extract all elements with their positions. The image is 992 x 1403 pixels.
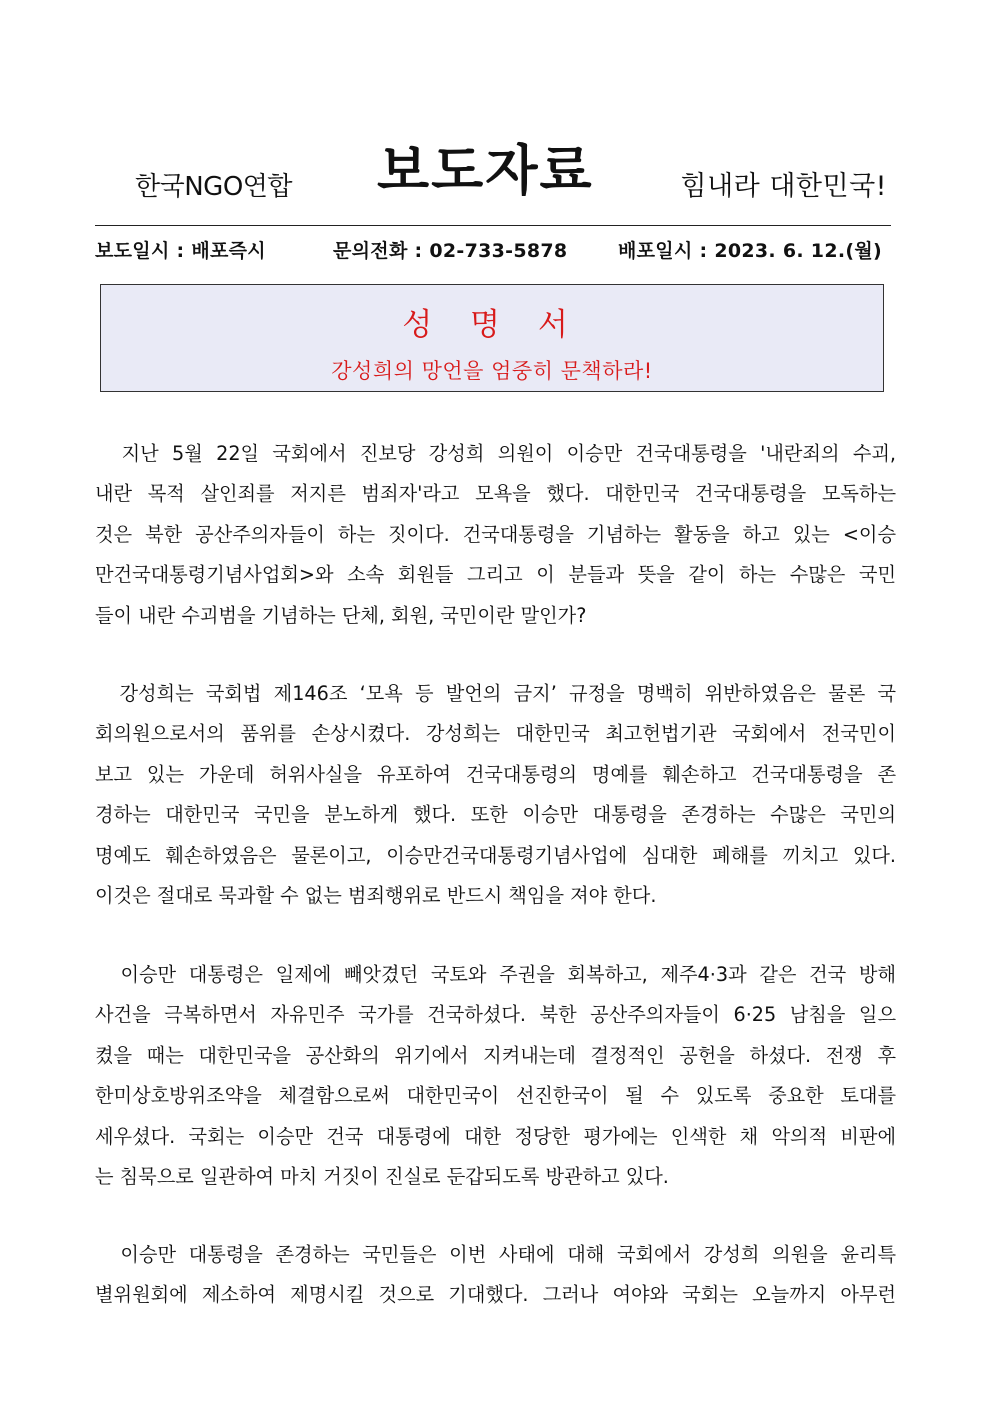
distribution-date: 배포일시 : 2023. 6. 12.(월)	[618, 240, 882, 262]
text-line: 사건을 극복하면서 자유민주 국가를 건국하셨다. 북한 공산주의자들이 6·25 남침을 일으	[95, 1003, 896, 1027]
text-line: 들이 내란 수괴범을 기념하는 단체, 회원, 국민이란 말인가?	[95, 603, 587, 627]
text-line: 보고 있는 가운데 허위사실을 유포하여 건국대통령의 명예를 훼손하고 건국대통령을 존	[95, 762, 896, 786]
page-title: 보도자료	[377, 139, 594, 202]
text-line: 별위원회에 제소하여 제명시킬 것으로 기대했다. 그러나 여야와 국회는 오늘까지 아무런	[95, 1283, 896, 1307]
text-line: 지난 5월 22일 국회에서 진보당 강성희 의원이 이승만 건국대통령을 '내란죄의 수괴,	[95, 442, 896, 465]
text-line: 이승만 대통령을 존경하는 국민들은 이번 사태에 대해 국회에서 강성희 의원을 윤리특	[95, 1243, 896, 1266]
text-line: 켰을 때는 대한민국을 공산화의 위기에서 지켜내는데 결정적인 공헌을 하셨다. 전쟁 후	[95, 1043, 896, 1067]
text-line: 것은 북한 공산주의자들이 하는 짓이다. 건국대통령을 기념하는 활동을 하고 있는 <이승	[95, 522, 896, 546]
statement-subtitle: 강성희의 망언을 엄중히 문책하라!	[331, 359, 653, 383]
header-divider	[95, 225, 891, 226]
header	[95, 128, 891, 202]
paragraph-2	[95, 674, 896, 916]
paragraph-1	[95, 434, 896, 636]
paragraph-4	[95, 1235, 896, 1316]
text-line: 이것은 절대로 묵과할 수 없는 범죄행위로 반드시 책임을 져야 한다.	[95, 884, 657, 908]
text-line: 명예도 훼손하였음은 물론이고, 이승만건국대통령기념사업에 심대한 폐해를 끼치고 있다.	[95, 843, 896, 867]
paragraph-3	[95, 955, 896, 1197]
text-line: 이승만 대통령은 일제에 빼앗겼던 국토와 주권을 회복하고, 제주4·3과 같은 건국 방해	[95, 963, 896, 986]
text-line: 강성희는 국회법 제146조 ‘모욕 등 발언의 금지’ 규정을 명백히 위반하였음은 물론 국	[95, 682, 896, 705]
statement-title: 성 명 서	[402, 307, 582, 343]
text-line: 만건국대통령기념사업회>와 소속 회원들 그리고 이 분들과 뜻을 같이 하는 수많은 국민	[95, 563, 896, 587]
text-line: 회의원으로서의 품위를 손상시켰다. 강성희는 대한민국 최고헌법기관 국회에서 전국민이	[95, 722, 896, 746]
contact-phone: 문의전화 : 02-733-5878	[333, 240, 568, 262]
release-time: 보도일시 : 배포즉시	[95, 240, 266, 262]
text-line: 는 침묵으로 일관하여 마치 거짓이 진실로 둔갑되도록 방관하고 있다.	[95, 1165, 669, 1189]
text-line: 한미상호방위조약을 체결함으로써 대한민국이 선진한국이 될 수 있도록 중요한 토대를	[95, 1084, 896, 1108]
text-line: 내란 목적 살인죄를 저지른 범죄자'라고 모욕을 했다. 대한민국 건국대통령을 모독하는	[95, 482, 896, 506]
org-name: 한국NGO연합	[135, 172, 293, 202]
statement-box	[100, 284, 884, 392]
text-line: 세우셨다. 국회는 이승만 건국 대통령에 대한 정당한 평가에는 인색한 채 악의적 비판에	[95, 1124, 896, 1148]
slogan: 힘내라 대한민국!	[680, 171, 887, 202]
text-line: 경하는 대한민국 국민을 분노하게 했다. 또한 이승만 대통령을 존경하는 수많은 국민의	[95, 803, 896, 827]
